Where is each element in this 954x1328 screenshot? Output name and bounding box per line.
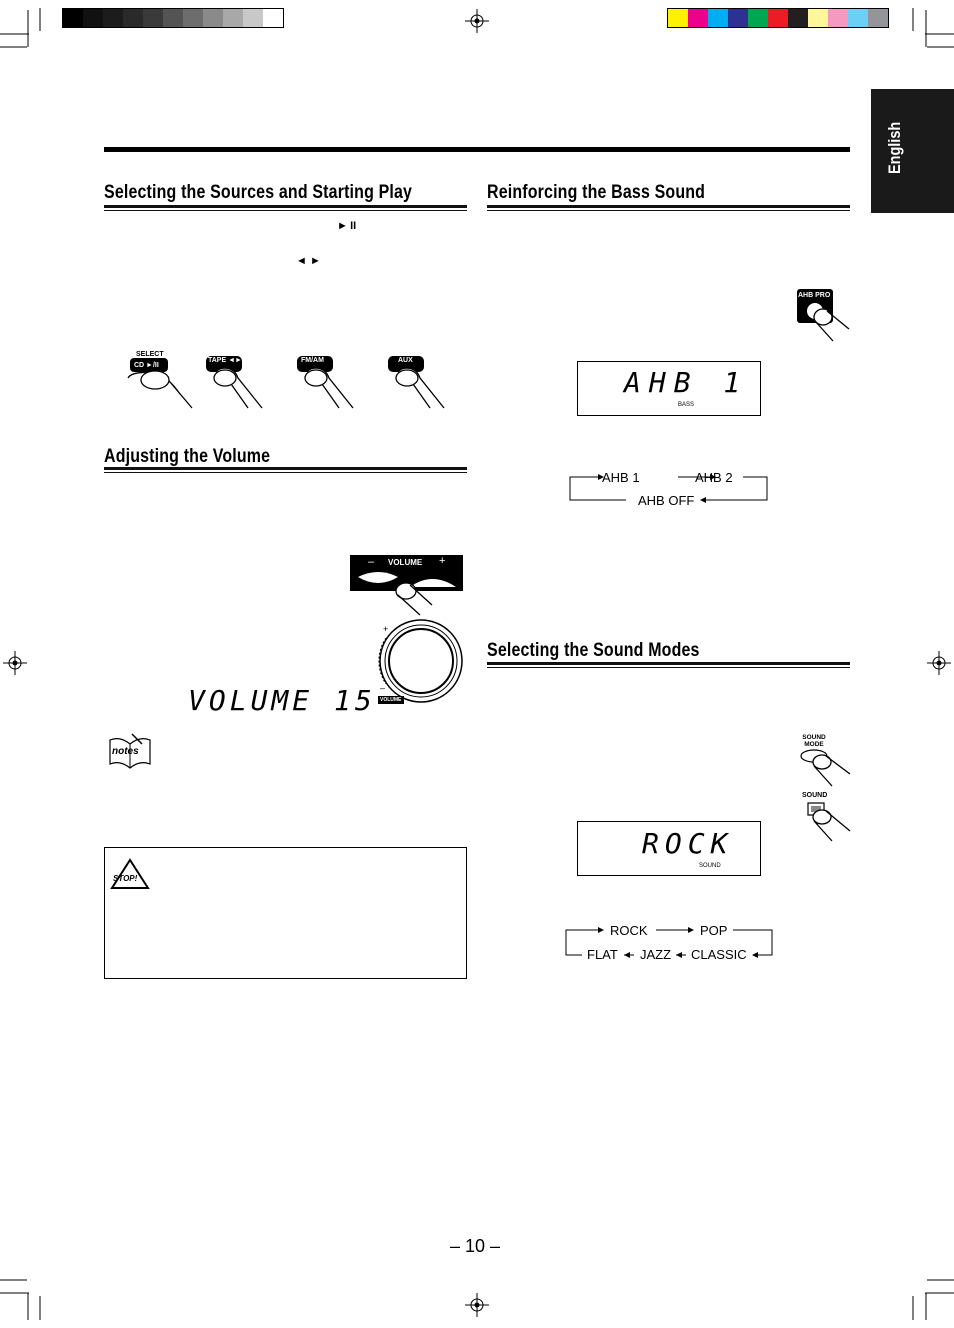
language-tab [871, 89, 954, 213]
section-rule [104, 205, 467, 208]
rock-display-sub: SOUND [699, 863, 721, 869]
calibration-swatch [203, 9, 223, 27]
ahb-pro-button-label: AHB PRO [798, 292, 831, 299]
tape-button-label: TAPE ◄► [208, 357, 242, 364]
calibration-swatch [848, 9, 868, 27]
sound-cycle-jazz: JAZZ [640, 947, 672, 962]
calibration-swatch [103, 9, 123, 27]
section-title-bass: Reinforcing the Bass Sound [487, 182, 706, 203]
section-title-volume: Adjusting the Volume [104, 446, 271, 467]
sound-cycle-rock: ROCK [610, 923, 648, 938]
section-rule [487, 205, 850, 208]
calibration-swatch [688, 9, 708, 27]
calibration-swatch [263, 9, 283, 27]
ahb-cycle-ahb2: AHB 2 [695, 470, 733, 485]
fm-am-button-label: FM/AM [301, 357, 324, 364]
calibration-swatch [788, 9, 808, 27]
calibration-swatch [728, 9, 748, 27]
sound-cycle-classic: CLASSIC [691, 947, 747, 962]
finger-icon [813, 755, 850, 786]
knob-volume-label: VOLUME [380, 697, 402, 703]
calibration-swatch [143, 9, 163, 27]
section-rule [487, 662, 850, 665]
knob-minus-label: – [380, 683, 386, 693]
play-pause-glyph: ► II [337, 220, 357, 232]
sound-mode-button-label: SOUND MODE [802, 734, 826, 748]
section-title-sources: Selecting the Sources and Starting Play [104, 182, 413, 203]
calibration-swatch [63, 9, 83, 27]
calibration-swatch [83, 9, 103, 27]
header-rule [104, 147, 850, 152]
section-rule [104, 467, 467, 470]
calibration-swatch [183, 9, 203, 27]
sound-cycle-pop: POP [700, 923, 728, 938]
tape-direction-glyph: ◄ ► [296, 255, 321, 267]
calibration-swatch [223, 9, 243, 27]
page-number: – 10 – [450, 1236, 501, 1256]
source-buttons-illustration [120, 348, 470, 418]
select-cd-button-label: CD ►/II [134, 362, 159, 369]
calibration-swatch [748, 9, 768, 27]
sound-button-label: SOUND [802, 792, 828, 799]
sound-mode-button-illustration [798, 748, 854, 790]
rock-display-text: ROCK [642, 827, 734, 860]
volume-display-text: VOLUME 15 [188, 684, 376, 717]
select-label: SELECT [136, 351, 164, 358]
calibration-swatch [163, 9, 183, 27]
calibration-swatch [828, 9, 848, 27]
section-rule-thin [487, 667, 850, 668]
stop-icon-label: STOP! [113, 874, 138, 883]
finger-icon [128, 368, 444, 408]
volume-button-label: VOLUME [388, 558, 423, 567]
volume-minus-label: – [368, 556, 375, 568]
calibration-swatch [123, 9, 143, 27]
ahb-cycle-ahboff: AHB OFF [638, 493, 695, 508]
section-rule-thin [104, 472, 467, 473]
ahb-display-text: AHB 1 [624, 366, 749, 399]
calibration-swatch [768, 9, 788, 27]
calibration-swatch [868, 9, 888, 27]
section-rule-thin [487, 210, 850, 211]
aux-button-label: AUX [398, 357, 413, 364]
notes-icon-label: notes [112, 746, 139, 757]
calibration-swatch [808, 9, 828, 27]
calibration-swatch [243, 9, 263, 27]
calibration-swatch [668, 9, 688, 27]
section-title-sound: Selecting the Sound Modes [487, 640, 700, 661]
color-calibration-bar [667, 8, 889, 28]
caution-box [104, 847, 467, 979]
sound-button-illustration [804, 801, 854, 845]
knob-plus-label: + [383, 624, 389, 634]
volume-plus-label: + [439, 555, 446, 567]
ahb-cycle-ahb1: AHB 1 [602, 470, 640, 485]
sound-cycle-flat: FLAT [587, 947, 618, 962]
finger-icon [814, 309, 849, 341]
finger-icon [813, 810, 850, 841]
section-rule-thin [104, 210, 467, 211]
gray-calibration-bar [62, 8, 284, 28]
language-tab-label: English [885, 121, 904, 174]
calibration-swatch [708, 9, 728, 27]
ahb-display-sub: BASS [678, 402, 695, 408]
